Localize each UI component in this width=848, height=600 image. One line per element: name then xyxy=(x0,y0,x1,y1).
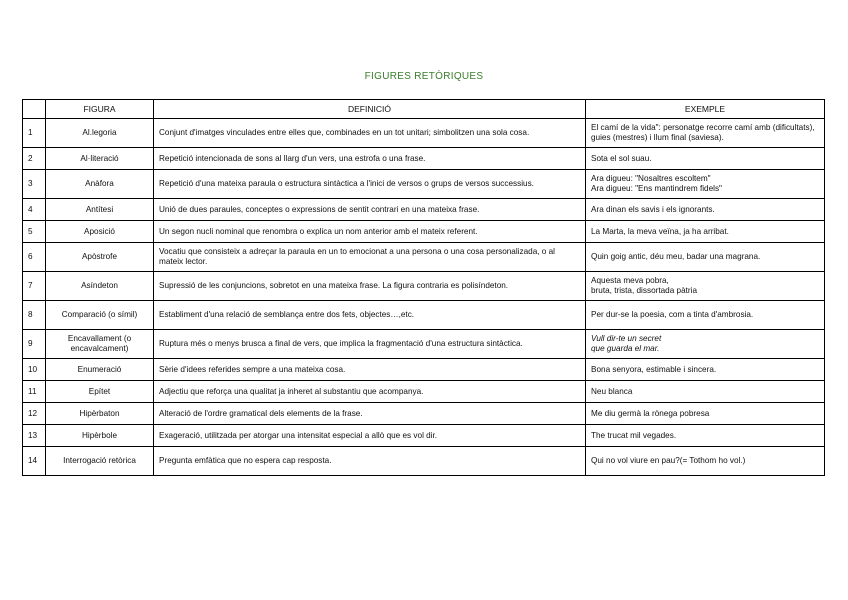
row-number: 5 xyxy=(23,221,46,243)
row-figure: Anàfora xyxy=(46,170,154,199)
table-row xyxy=(23,243,825,272)
table-row xyxy=(23,381,825,403)
header-number xyxy=(23,100,46,119)
row-figure: Apòstrofe xyxy=(46,243,154,272)
table-row xyxy=(23,221,825,243)
row-number: 11 xyxy=(23,381,46,403)
row-example: Me diu germà la rònega pobresa xyxy=(586,403,825,425)
row-example: Quin goig antic, déu meu, badar una magrana. xyxy=(586,243,825,272)
row-example: Aquesta meva pobra, bruta, trista, dissortada pàtria xyxy=(586,272,825,301)
row-number: 1 xyxy=(23,119,46,148)
row-example: The trucat mil vegades. xyxy=(586,425,825,447)
row-example: Vull dir-te un secret que guarda el mar. xyxy=(586,330,825,359)
table-row xyxy=(23,403,825,425)
row-definition: Alteració de l'ordre gramatical dels elements de la frase. xyxy=(154,403,586,425)
row-figure: Al·literació xyxy=(46,148,154,170)
table-row xyxy=(23,148,825,170)
row-example: Ara dinan els savis i els ignorants. xyxy=(586,199,825,221)
table-row xyxy=(23,119,825,148)
row-definition: Unió de dues paraules, conceptes o expressions de sentit contrari en una mateixa frase. xyxy=(154,199,586,221)
row-number: 13 xyxy=(23,425,46,447)
row-number: 4 xyxy=(23,199,46,221)
row-definition: Supressió de les conjuncions, sobretot en una mateixa frase. La figura contraria es polisíndeton. xyxy=(154,272,586,301)
row-example: El camí de la vida": personatge recorre camí amb (dificultats), guies (mestres) i llum final (saviesa). xyxy=(586,119,825,148)
table-row xyxy=(23,272,825,301)
table-row xyxy=(23,425,825,447)
row-definition: Pregunta emfàtica que no espera cap resposta. xyxy=(154,447,586,476)
row-number: 14 xyxy=(23,447,46,476)
row-definition: Un segon nucli nominal que renombra o explica un nom anterior amb el mateix referent. xyxy=(154,221,586,243)
row-figure: Epítet xyxy=(46,381,154,403)
table-row xyxy=(23,330,825,359)
row-example: Sota el sol suau. xyxy=(586,148,825,170)
row-figure: Hipèrbole xyxy=(46,425,154,447)
row-number: 3 xyxy=(23,170,46,199)
row-figure: Al.legoria xyxy=(46,119,154,148)
table-header-row xyxy=(23,100,825,119)
header-definition: DEFINICIÓ xyxy=(154,100,586,119)
row-example: Neu blanca xyxy=(586,381,825,403)
row-definition: Ruptura més o menys brusca a final de vers, que implica la fragmentació d'una estructura sintàctica. xyxy=(154,330,586,359)
header-figure: FIGURA xyxy=(46,100,154,119)
row-number: 9 xyxy=(23,330,46,359)
row-figure: Interrogació retòrica xyxy=(46,447,154,476)
table-row xyxy=(23,301,825,330)
row-figure: Aposició xyxy=(46,221,154,243)
row-figure: Enumeració xyxy=(46,359,154,381)
row-definition: Repetició d'una mateixa paraula o estructura sintàctica a l'inici de versos o grups de versos successius. xyxy=(154,170,586,199)
row-example: Per dur-se la poesia, com a tinta d'ambrosia. xyxy=(586,301,825,330)
row-figure: Asíndeton xyxy=(46,272,154,301)
row-number: 8 xyxy=(23,301,46,330)
row-definition: Establiment d'una relació de semblança entre dos fets, objectes…,etc. xyxy=(154,301,586,330)
row-definition: Conjunt d'imatges vinculades entre elles que, combinades en un tot unitari; simbolitzen una sola cosa. xyxy=(154,119,586,148)
row-definition: Adjectiu que reforça una qualitat ja inheret al substantiu que acompanya. xyxy=(154,381,586,403)
row-definition: Vocatiu que consisteix a adreçar la paraula en un to emocionat a una persona o una cosa personalizada, o al mateix lector. xyxy=(154,243,586,272)
row-example: Qui no vol viure en pau?(= Tothom ho vol.) xyxy=(586,447,825,476)
row-example: La Marta, la meva veïna, ja ha arribat. xyxy=(586,221,825,243)
row-definition: Exageració, utilitzada per atorgar una intensitat especial a allò que es vol dir. xyxy=(154,425,586,447)
row-example: Ara digueu: "Nosaltres escoltem" Ara digueu: "Ens mantindrem fidels" xyxy=(586,170,825,199)
row-definition: Repetició intencionada de sons al llarg d'un vers, una estrofa o una frase. xyxy=(154,148,586,170)
row-number: 6 xyxy=(23,243,46,272)
row-number: 12 xyxy=(23,403,46,425)
rhetorical-figures-table xyxy=(22,99,825,476)
row-number: 10 xyxy=(23,359,46,381)
table-row xyxy=(23,359,825,381)
row-figure: Comparació (o símil) xyxy=(46,301,154,330)
header-example: EXEMPLE xyxy=(586,100,825,119)
table-row xyxy=(23,170,825,199)
table-row xyxy=(23,447,825,476)
row-number: 2 xyxy=(23,148,46,170)
row-example: Bona senyora, estimable i sincera. xyxy=(586,359,825,381)
row-figure: Encavallament (o encavalcament) xyxy=(46,330,154,359)
page-title: FIGURES RETÒRIQUES xyxy=(364,71,484,82)
row-figure: Antítesi xyxy=(46,199,154,221)
table-row xyxy=(23,199,825,221)
row-figure: Hipèrbaton xyxy=(46,403,154,425)
row-number: 7 xyxy=(23,272,46,301)
row-definition: Sèrie d'idees referides sempre a una mateixa cosa. xyxy=(154,359,586,381)
